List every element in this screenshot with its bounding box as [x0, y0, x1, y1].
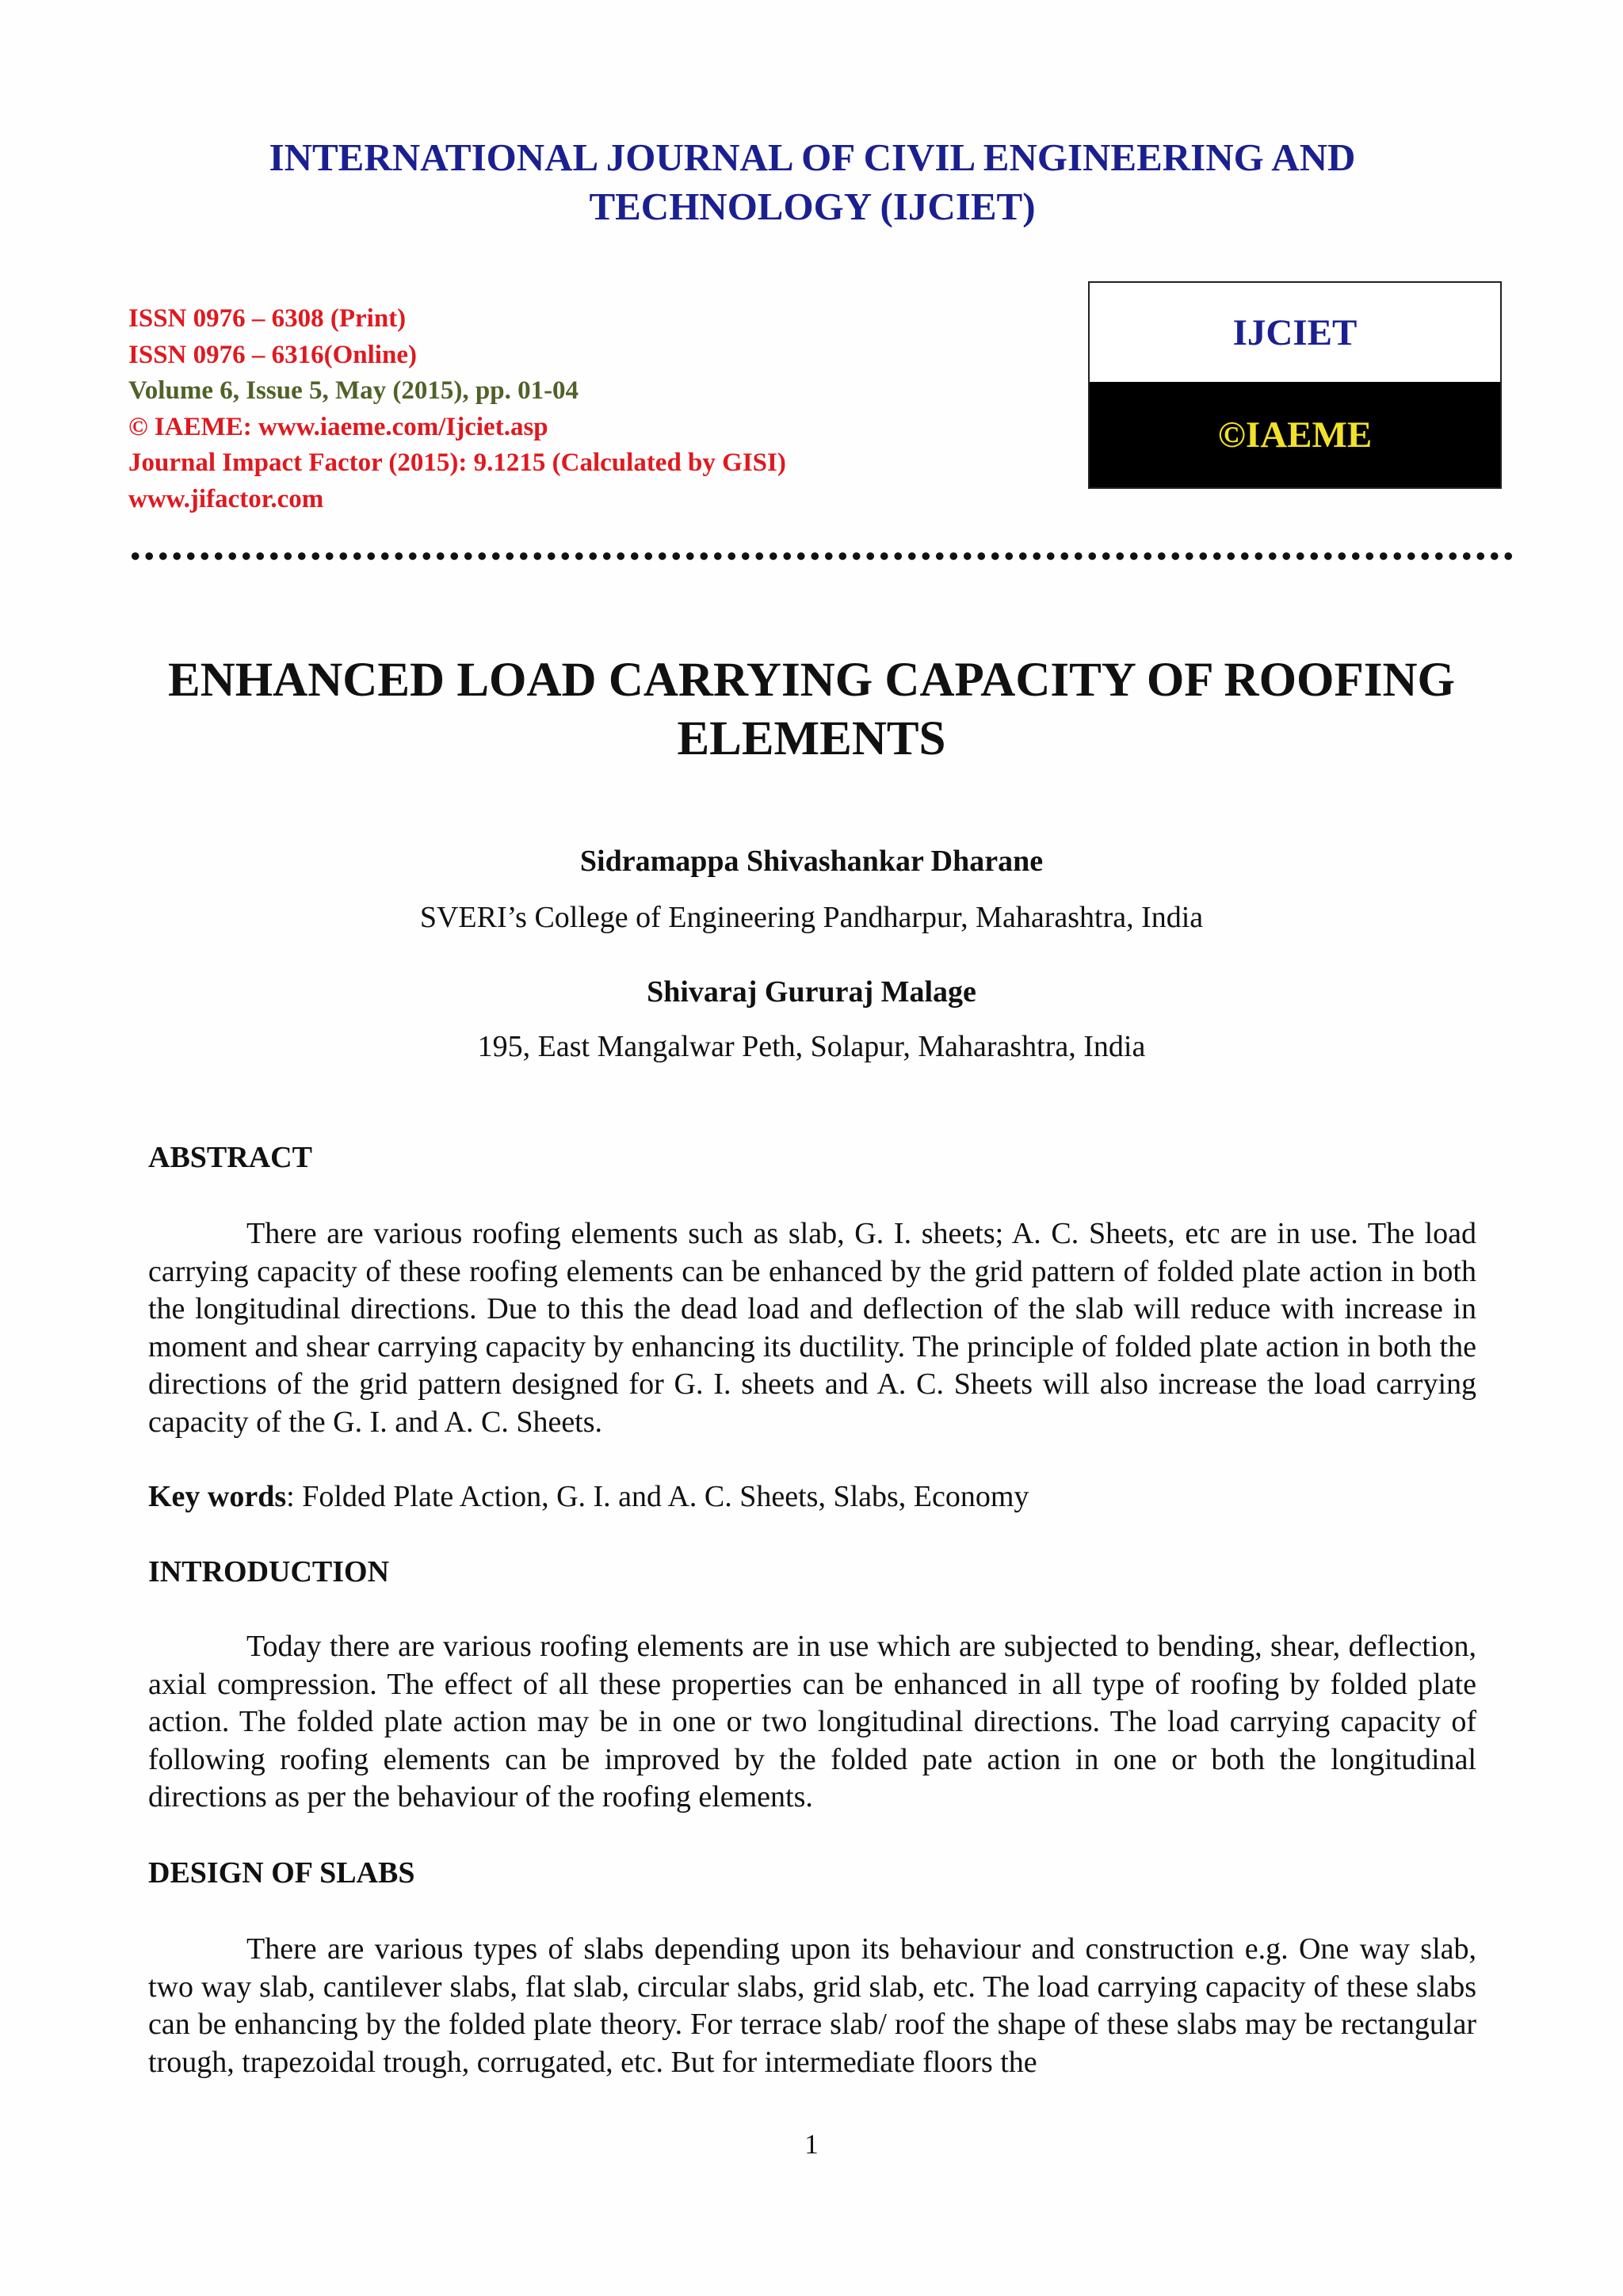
author-1-name: Sidramappa Shivashankar Dharane — [579, 845, 1044, 878]
impact-factor: Journal Impact Factor (2015): 9.1215 (Calculated by GISI) — [128, 448, 786, 477]
author-2-affiliation: 195, East Mangalwar Peth, Solapur, Maharashtra, India — [477, 1030, 1146, 1063]
keywords-text: Folded Plate Action, G. I. and A. C. Sheets, Slabs, Economy — [302, 1480, 1029, 1513]
journal-title — [143, 133, 1482, 231]
logo-ijciet: IJCIET — [1090, 283, 1500, 382]
author-1-affiliation: SVERI’s College of Engineering Pandharpur, Maharashtra, India — [419, 901, 1204, 934]
abstract-text: There are various roofing elements such as slab, G. I. sheets; A. C. Sheets, etc are in use. The load carrying capacity of these roofing elements can be enhanced by the grid pattern of folded plate action in both the longitudinal directions. Due to this the dead load and deflection of the slab will reduce with increase in moment and shear carrying capacity by enhancing its ductility. The principle of folded plate action in both the directions of the grid pattern designed for G. I. sheets and A. C. Sheets will also increase the load carrying capacity of the G. I. and A. C. Sheets. — [148, 1217, 1476, 1439]
introduction-heading: INTRODUCTION — [148, 1555, 390, 1589]
paper-title — [127, 651, 1496, 769]
paper-title-line-2: ELEMENTS — [677, 712, 946, 765]
journal-title-line-1: INTERNATIONAL JOURNAL OF CIVIL ENGINEERING AND — [269, 135, 1356, 179]
design-of-slabs-heading: DESIGN OF SLABS — [148, 1856, 415, 1890]
paper-title-line-1: ENHANCED LOAD CARRYING CAPACITY OF ROOFING — [168, 654, 1455, 707]
page-number: 1 — [804, 2129, 819, 2160]
dotted-divider — [128, 551, 1515, 562]
volume-info: Volume 6, Issue 5, May (2015), pp. 01-04 — [128, 376, 579, 405]
issn-online: ISSN 0976 – 6316(Online) — [128, 340, 417, 369]
abstract-heading: ABSTRACT — [148, 1141, 312, 1174]
introduction-text: Today there are various roofing elements are in use which are subjected to bending, shear, deflection, axial compression. The effect of all these properties can be enhanced in all type of roofing by folded plate action. The folded plate action may be in one or two longitudinal directions. The load carrying capacity of following roofing elements can be improved by the folded pate action in one or both the longitudinal directions as per the behaviour of the roofing elements. — [148, 1630, 1476, 1814]
journal-logo-box — [1088, 281, 1502, 489]
design-of-slabs-text: There are various types of slabs depending upon its behaviour and construction e.g. One way slab, two way slab, cantilever slabs, flat slab, circular slabs, grid slab, etc. The load carrying capacity of these slabs can be enhancing by the folded plate theory. For terrace slab/ roof the shape of these slabs may be rectangular trough, trapezoidal trough, corrugated, etc. But for intermediate floors the — [148, 1932, 1476, 2079]
keywords — [148, 1478, 1476, 1516]
issn-print: ISSN 0976 – 6308 (Print) — [128, 304, 407, 333]
keywords-label: Key words — [148, 1480, 287, 1513]
keywords-separator: : — [286, 1480, 303, 1513]
logo-iaeme: ©IAEME — [1090, 382, 1500, 487]
journal-title-line-2: TECHNOLOGY (IJCIET) — [589, 185, 1036, 228]
jifactor-url: www.jifactor.com — [128, 484, 324, 513]
author-2-name: Shivaraj Gururaj Malage — [647, 975, 976, 1009]
journal-metadata — [128, 301, 1000, 517]
iaeme-url: © IAEME: www.iaeme.com/Ijciet.asp — [128, 412, 548, 441]
